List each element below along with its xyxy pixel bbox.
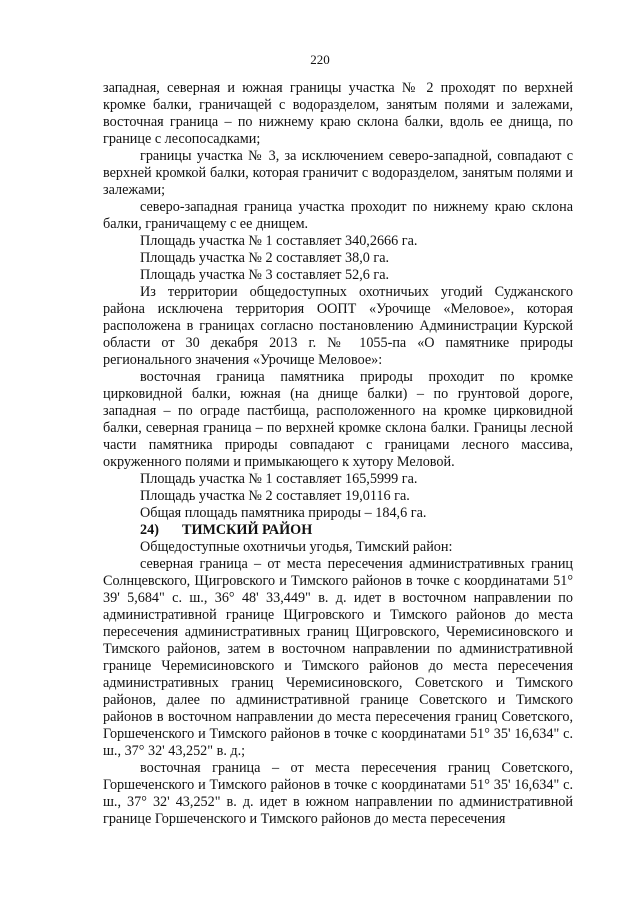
paragraph-oopt-exclusion: Из территории общедоступных охотничьих угодий Суджанского района исключена территория ООПТ «Урочище «Меловое», которая расположена в границах согласно постановлению Администрации Курской области от 30 декабря 2013 г. № 1055-па «О памятнике природы регионального значения «Урочище Меловое»: <box>103 284 573 368</box>
paragraph-timsky-north-boundary: северная граница – от места пересечения административных границ Солнцевского, Щигровского и Тимского районов в точке с координатами 51° 39' 5,684" с. ш., 36° 48' 33,449" в. д. идет в восточном направлении по административной границе Щигровского и Тимского районов до места пересечения административных границ Щигровского, Черемисиновского и Тимского районов, затем в восточном направлении по административной границе Черемисиновского и Тимского районов до места пересечения административных границ Черемисиновского, Советского и Тимского районов, далее по административной границе Советского и Тимского районов в восточном направлении до места пересечения границ Советского, Горшеченского и Тимского районов в точке с координатами 51° 35' 16,634" с. ш., 37° 32' 43,252" в. д.; <box>103 556 573 759</box>
paragraph-plot-3-boundaries: границы участка № 3, за исключением северо-западной, совпадают с верхней кромкой балки, которая граничит с водоразделом, занятым полями и залежами; <box>103 148 573 198</box>
paragraph-area-plot-2: Площадь участка № 2 составляет 38,0 га. <box>140 250 390 266</box>
section-number: 24) <box>140 522 159 538</box>
paragraph-monument-area-1: Площадь участка № 1 составляет 165,5999 га. <box>140 471 418 487</box>
paragraph-area-plot-3: Площадь участка № 3 составляет 52,6 га. <box>140 267 390 283</box>
section-title: ТИМСКИЙ РАЙОН <box>182 522 313 538</box>
page-number: 220 <box>310 52 330 67</box>
paragraph-monument-area-2: Площадь участка № 2 составляет 19,0116 га. <box>140 488 410 504</box>
paragraph-timsky-east-boundary: восточная граница – от места пересечения границ Советского, Горшеченского и Тимского районов в точке с координатами 51° 35' 16,634" с. ш., 37° 32' 43,252" в. д. идет в южном направлении по административной границе Горшеченского и Тимского районов до места пересечения <box>103 760 573 827</box>
section-heading <box>103 522 573 539</box>
paragraph-monument-boundaries: восточная граница памятника природы проходит по кромке цирковидной балки, южная (на днище балки) – по грунтовой дороге, западная – по ограде пастбища, расположенного на кромке цирковидной балки, северная граница – по верхней кромке склона балки. Границы лесной части памятника природы совпадают с границами лесного массива, окруженного полями и примыкающего к хутору Меловой. <box>103 369 573 470</box>
paragraph-northwest-boundary: северо-западная граница участка проходит по нижнему краю склона балки, граничащему с ее днищем. <box>103 199 573 232</box>
paragraph-western-boundary: западная, северная и южная границы участка № 2 проходят по верхней кромке балки, граничащей с водоразделом, занятым полями и залежами, восточная граница – по нижнему краю склона балки, вдоль ее днища, по границе с лесопосадками; <box>103 80 573 147</box>
paragraph-timsky-intro: Общедоступные охотничьи угодья, Тимский район: <box>140 539 453 555</box>
paragraph-area-plot-1: Площадь участка № 1 составляет 340,2666 га. <box>140 233 418 249</box>
paragraph-monument-total-area: Общая площадь памятника природы – 184,6 га. <box>140 505 427 521</box>
document-body <box>103 80 573 828</box>
